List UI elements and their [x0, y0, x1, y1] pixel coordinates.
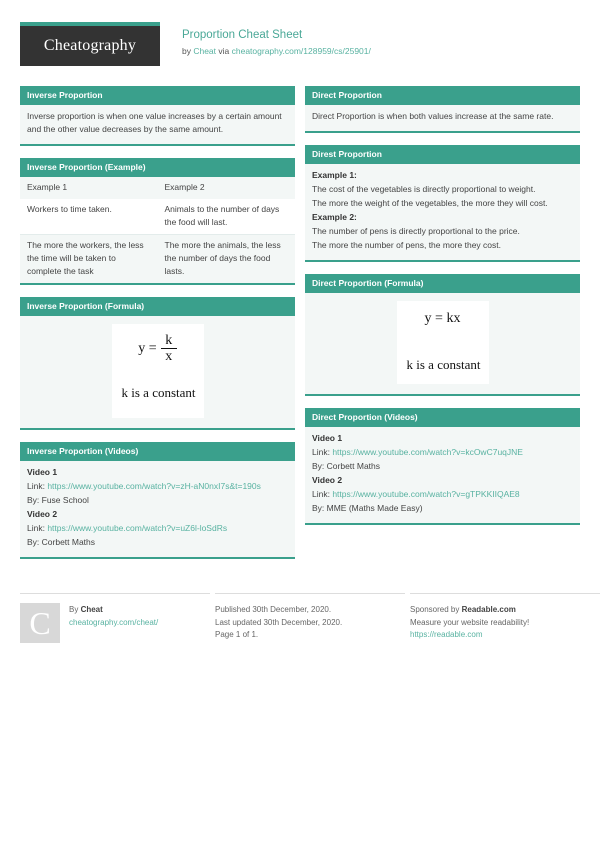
byline-via: via [216, 46, 232, 56]
card-title-direct-formula: Direct Proportion (Formula) [305, 274, 580, 293]
table-row [20, 199, 295, 235]
avatar: C [20, 603, 60, 643]
video-label: Video 1 [312, 433, 343, 443]
card-body-inverse-proportion [20, 105, 295, 144]
direct-formula-wrap [305, 293, 580, 394]
sponsor-link[interactable]: https://readable.com [410, 630, 483, 639]
example-1-statement: Workers to time taken. [20, 199, 158, 235]
video-author: By: Corbett Maths [312, 461, 381, 471]
link-prefix: Link: [27, 481, 48, 491]
video-url-link[interactable]: https://www.youtube.com/watch?v=gTPKKIIQAE8 [332, 489, 520, 499]
direct-videos-body [305, 427, 580, 523]
example-2-explanation: The more the animals, the less the number of days the food lasts. [158, 235, 296, 284]
example-1-label: Example 1: [312, 170, 357, 180]
table-row [20, 177, 295, 199]
example-1-line-1: The cost of the vegetables is directly proportional to weight. [312, 184, 536, 194]
inverse-videos-body [20, 461, 295, 557]
published-date: Published 30th December, 2020. [215, 605, 332, 614]
card-inverse-videos [20, 442, 295, 559]
video-url-link[interactable]: https://www.youtube.com/watch?v=zH-aN0nxI7s&t=190s [47, 481, 261, 491]
left-column [20, 86, 295, 571]
card-title-direst-proportion: Direst Proportion [305, 145, 580, 164]
cheatography-logo[interactable] [20, 22, 160, 66]
card-title-inverse-formula: Inverse Proportion (Formula) [20, 297, 295, 316]
card-direst-proportion [305, 145, 580, 262]
footer-sponsor-text [410, 603, 529, 643]
inverse-formula-equation [120, 334, 196, 363]
video-author: By: MME (Maths Made Easy) [312, 503, 423, 513]
footer-sponsor-block [410, 593, 600, 643]
card-inverse-example [20, 158, 295, 285]
example-1-line-2: The more the weight of the vegetables, the more they will cost. [312, 198, 548, 208]
card-inverse-formula [20, 297, 295, 430]
example-2-statement: Animals to the number of days the food will last. [158, 199, 296, 235]
video-link-row [312, 488, 573, 501]
right-column [305, 86, 580, 537]
card-title-inverse-proportion: Inverse Proportion [20, 86, 295, 105]
byline [182, 45, 371, 57]
video-url-link[interactable]: https://www.youtube.com/watch?v=uZ6l-loSdRs [47, 523, 228, 533]
inverse-formula-wrap [20, 316, 295, 428]
fraction-numerator: k [165, 333, 173, 348]
sponsor-tagline: Measure your website readability! [410, 617, 530, 627]
card-title-direct-proportion: Direct Proportion [305, 86, 580, 105]
example-2-line-1: The number of pens is directly proportional to the price. [312, 226, 520, 236]
footer-author-block [20, 593, 210, 643]
inverse-formula-note: k is a constant [121, 385, 196, 400]
video-url-link[interactable]: https://www.youtube.com/watch?v=kcOwC7uqJNE [332, 447, 523, 457]
card-body-direct-proportion [305, 105, 580, 131]
link-prefix: Link: [27, 523, 48, 533]
inverse-proportion-definition: Inverse proportion is when one value increases by a certain amount and the other value decreases by the same amount. [27, 111, 282, 134]
direct-formula-image [397, 301, 489, 384]
sponsor-line [410, 604, 529, 617]
footer-author-link[interactable]: cheatography.com/cheat/ [69, 617, 159, 627]
fraction [161, 334, 177, 363]
video-link-row [27, 522, 288, 535]
table-row [20, 235, 295, 284]
header-text-block [182, 22, 371, 57]
sponsor-prefix: Sponsored by [410, 605, 462, 614]
page-header [20, 22, 580, 72]
content-columns [20, 86, 580, 571]
footer-publish-text [215, 603, 342, 643]
example-2-line-2: The more the number of pens, the more they cost. [312, 240, 501, 250]
sponsor-name: Readable.com [461, 605, 516, 614]
footer-author-url-row [69, 617, 158, 630]
video-label: Video 1 [27, 467, 58, 477]
example-2-label: Example 2: [312, 212, 357, 222]
card-direct-formula [305, 274, 580, 396]
video-label: Video 2 [27, 509, 58, 519]
footer-by-line [69, 604, 158, 617]
card-title-direct-videos: Direct Proportion (Videos) [305, 408, 580, 427]
inverse-formula-image [112, 324, 204, 418]
logo-text: Cheatography [43, 37, 137, 54]
author-link[interactable]: Cheat [193, 46, 217, 56]
card-title-inverse-example: Inverse Proportion (Example) [20, 158, 295, 177]
footer-publish-block [215, 593, 405, 643]
page-footer [20, 583, 580, 643]
card-title-inverse-videos: Inverse Proportion (Videos) [20, 442, 295, 461]
video-link-row [312, 446, 573, 459]
inverse-example-table [20, 177, 295, 283]
page-number: Page 1 of 1. [215, 630, 259, 639]
link-prefix: Link: [312, 447, 333, 457]
last-updated-date: Last updated 30th December, 2020. [215, 617, 343, 627]
direct-proportion-definition: Direct Proportion is when both values increase at the same rate. [312, 111, 554, 121]
footer-author-name: Cheat [80, 605, 103, 614]
example-1-header: Example 1 [27, 182, 68, 192]
video-author: By: Corbett Maths [27, 537, 96, 547]
example-1-explanation: The more the workers, the less the time will be taken to complete the task [20, 235, 158, 284]
video-label: Video 2 [312, 475, 343, 485]
link-prefix: Link: [312, 489, 333, 499]
card-direct-videos [305, 408, 580, 525]
page-title: Proportion Cheat Sheet [182, 29, 303, 41]
example-2-header: Example 2 [164, 182, 205, 192]
inverse-formula-lhs: y = [138, 340, 157, 356]
sponsor-url-row [410, 629, 529, 642]
card-body-direst-proportion [305, 164, 580, 260]
card-inverse-proportion [20, 86, 295, 146]
footer-author-text [69, 603, 158, 643]
direct-formula-note: k is a constant [406, 357, 481, 372]
video-link-row [27, 480, 288, 493]
source-url-link[interactable]: cheatography.com/128959/cs/25901/ [231, 46, 371, 56]
footer-by-prefix: By [69, 605, 81, 614]
fraction-denominator: x [165, 349, 173, 364]
card-direct-proportion [305, 86, 580, 133]
direct-formula-equation: y = kx [424, 311, 461, 326]
video-author: By: Fuse School [27, 495, 89, 505]
byline-prefix: by [182, 46, 194, 56]
